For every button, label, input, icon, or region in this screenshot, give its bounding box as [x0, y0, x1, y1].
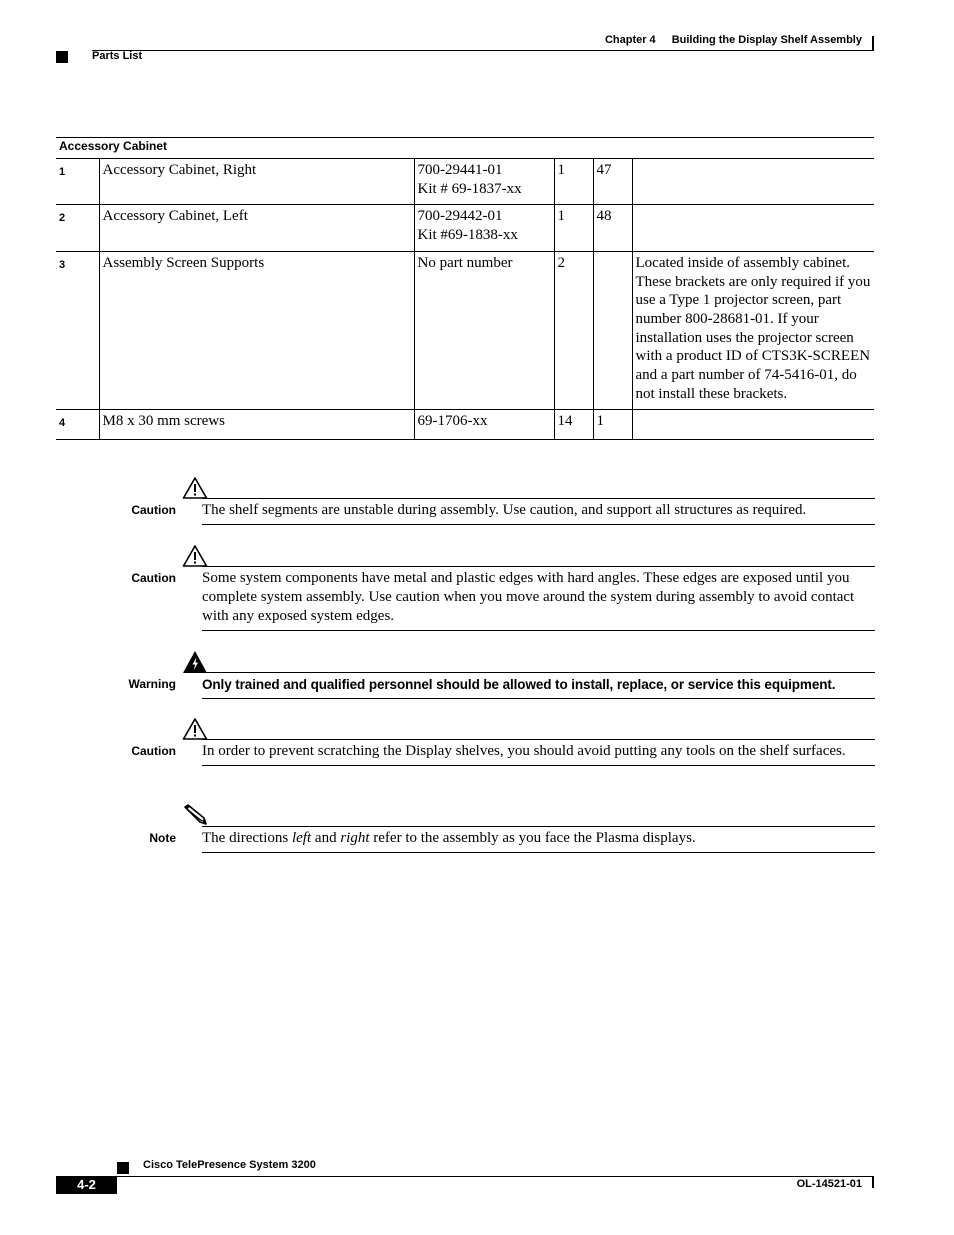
note-emphasis-left: left — [291, 830, 312, 846]
admonition-text: In order to prevent scratching the Display shelves, you should avoid putting any tools on the shelf surfaces. — [202, 739, 875, 766]
table-row — [56, 410, 874, 440]
header-square — [56, 51, 68, 63]
part-number: No part number — [417, 254, 513, 271]
table-row — [56, 159, 874, 205]
row-quantity: 2 — [554, 251, 593, 410]
admonition-label: Warning — [128, 677, 176, 691]
row-part-number — [414, 410, 554, 440]
admonition-text: The shelf segments are unstable during assembly. Use caution, and support all structures as required. — [202, 498, 875, 525]
row-description: Accessory Cabinet, Right — [99, 159, 414, 205]
chapter-number: Chapter 4 — [604, 34, 656, 46]
table-row — [56, 205, 874, 251]
note-text-before: The directions — [202, 830, 292, 846]
row-quantity: 1 — [554, 205, 593, 251]
row-quantity: 1 — [554, 159, 593, 205]
table-section-title: Accessory Cabinet — [56, 138, 874, 159]
row-number: 3 — [56, 251, 99, 410]
row-reference: 47 — [593, 159, 632, 205]
row-description: Accessory Cabinet, Left — [99, 205, 414, 251]
note-emphasis-right: right — [340, 830, 370, 846]
admonition-label: Caution — [131, 744, 176, 758]
note-text-mid: and — [311, 830, 341, 846]
row-notes — [632, 159, 874, 205]
footer-square — [117, 1162, 129, 1174]
row-part-number — [414, 205, 554, 251]
admonition-text: Only trained and qualified personnel should be allowed to install, replace, or service this equipment. — [202, 672, 875, 699]
row-reference — [593, 251, 632, 410]
doc-number: OL-14521-01 — [796, 1178, 862, 1190]
row-notes: Located inside of assembly cabinet. These brackets are only required if you use a Type 1 projector screen, part number 800-28681-01. If your installation uses the projector screen with a product ID of CTS3K-SCREEN and a part number of 74-5416-01, do not install these brackets. — [632, 251, 874, 410]
caution-icon — [100, 544, 208, 573]
row-notes — [632, 410, 874, 440]
table-row — [56, 251, 874, 410]
header-bar — [872, 36, 874, 50]
header-rule — [92, 50, 874, 51]
part-number: 69-1706-xx — [417, 413, 488, 430]
row-part-number — [414, 159, 554, 205]
row-notes — [632, 205, 874, 251]
row-description: Assembly Screen Supports — [99, 251, 414, 410]
footer-bar — [872, 1176, 874, 1188]
warning-icon — [100, 650, 208, 679]
caution-icon — [100, 717, 208, 746]
section-name: Parts List — [92, 50, 143, 62]
page-number: 4-2 — [56, 1176, 117, 1194]
part-number: 700-29442-01 — [417, 208, 503, 225]
kit-number: Kit # 69-1837-xx — [417, 180, 522, 197]
caution-icon — [100, 476, 208, 505]
footer-rule — [56, 1176, 874, 1177]
row-description: M8 x 30 mm screws — [99, 410, 414, 440]
chapter-title: Building the Display Shelf Assembly — [671, 34, 862, 46]
row-part-number — [414, 251, 554, 410]
table-section-row — [56, 138, 874, 159]
kit-number: Kit #69-1838-xx — [417, 227, 518, 244]
note-text-after: refer to the assembly as you face the Plasma displays. — [369, 830, 696, 846]
part-number: 700-29441-01 — [417, 162, 503, 178]
admonition-text: Some system components have metal and plastic edges with hard angles. These edges are exposed until you complete system assembly. Use caution when you move around the system during assembly to avoid contact with any exposed system edges. — [202, 566, 875, 631]
row-quantity: 14 — [554, 410, 593, 440]
pencil-icon — [100, 804, 208, 831]
admonition-label: Caution — [131, 571, 176, 585]
row-number: 4 — [56, 410, 99, 440]
row-number: 2 — [56, 205, 99, 251]
book-title: Cisco TelePresence System 3200 — [143, 1159, 316, 1171]
admonition-text — [202, 826, 875, 853]
row-reference: 1 — [593, 410, 632, 440]
parts-table — [56, 137, 874, 440]
row-reference: 48 — [593, 205, 632, 251]
admonition-label: Note — [149, 831, 176, 845]
running-header — [605, 34, 862, 46]
row-number: 1 — [56, 159, 99, 205]
admonition-label: Caution — [131, 503, 176, 517]
